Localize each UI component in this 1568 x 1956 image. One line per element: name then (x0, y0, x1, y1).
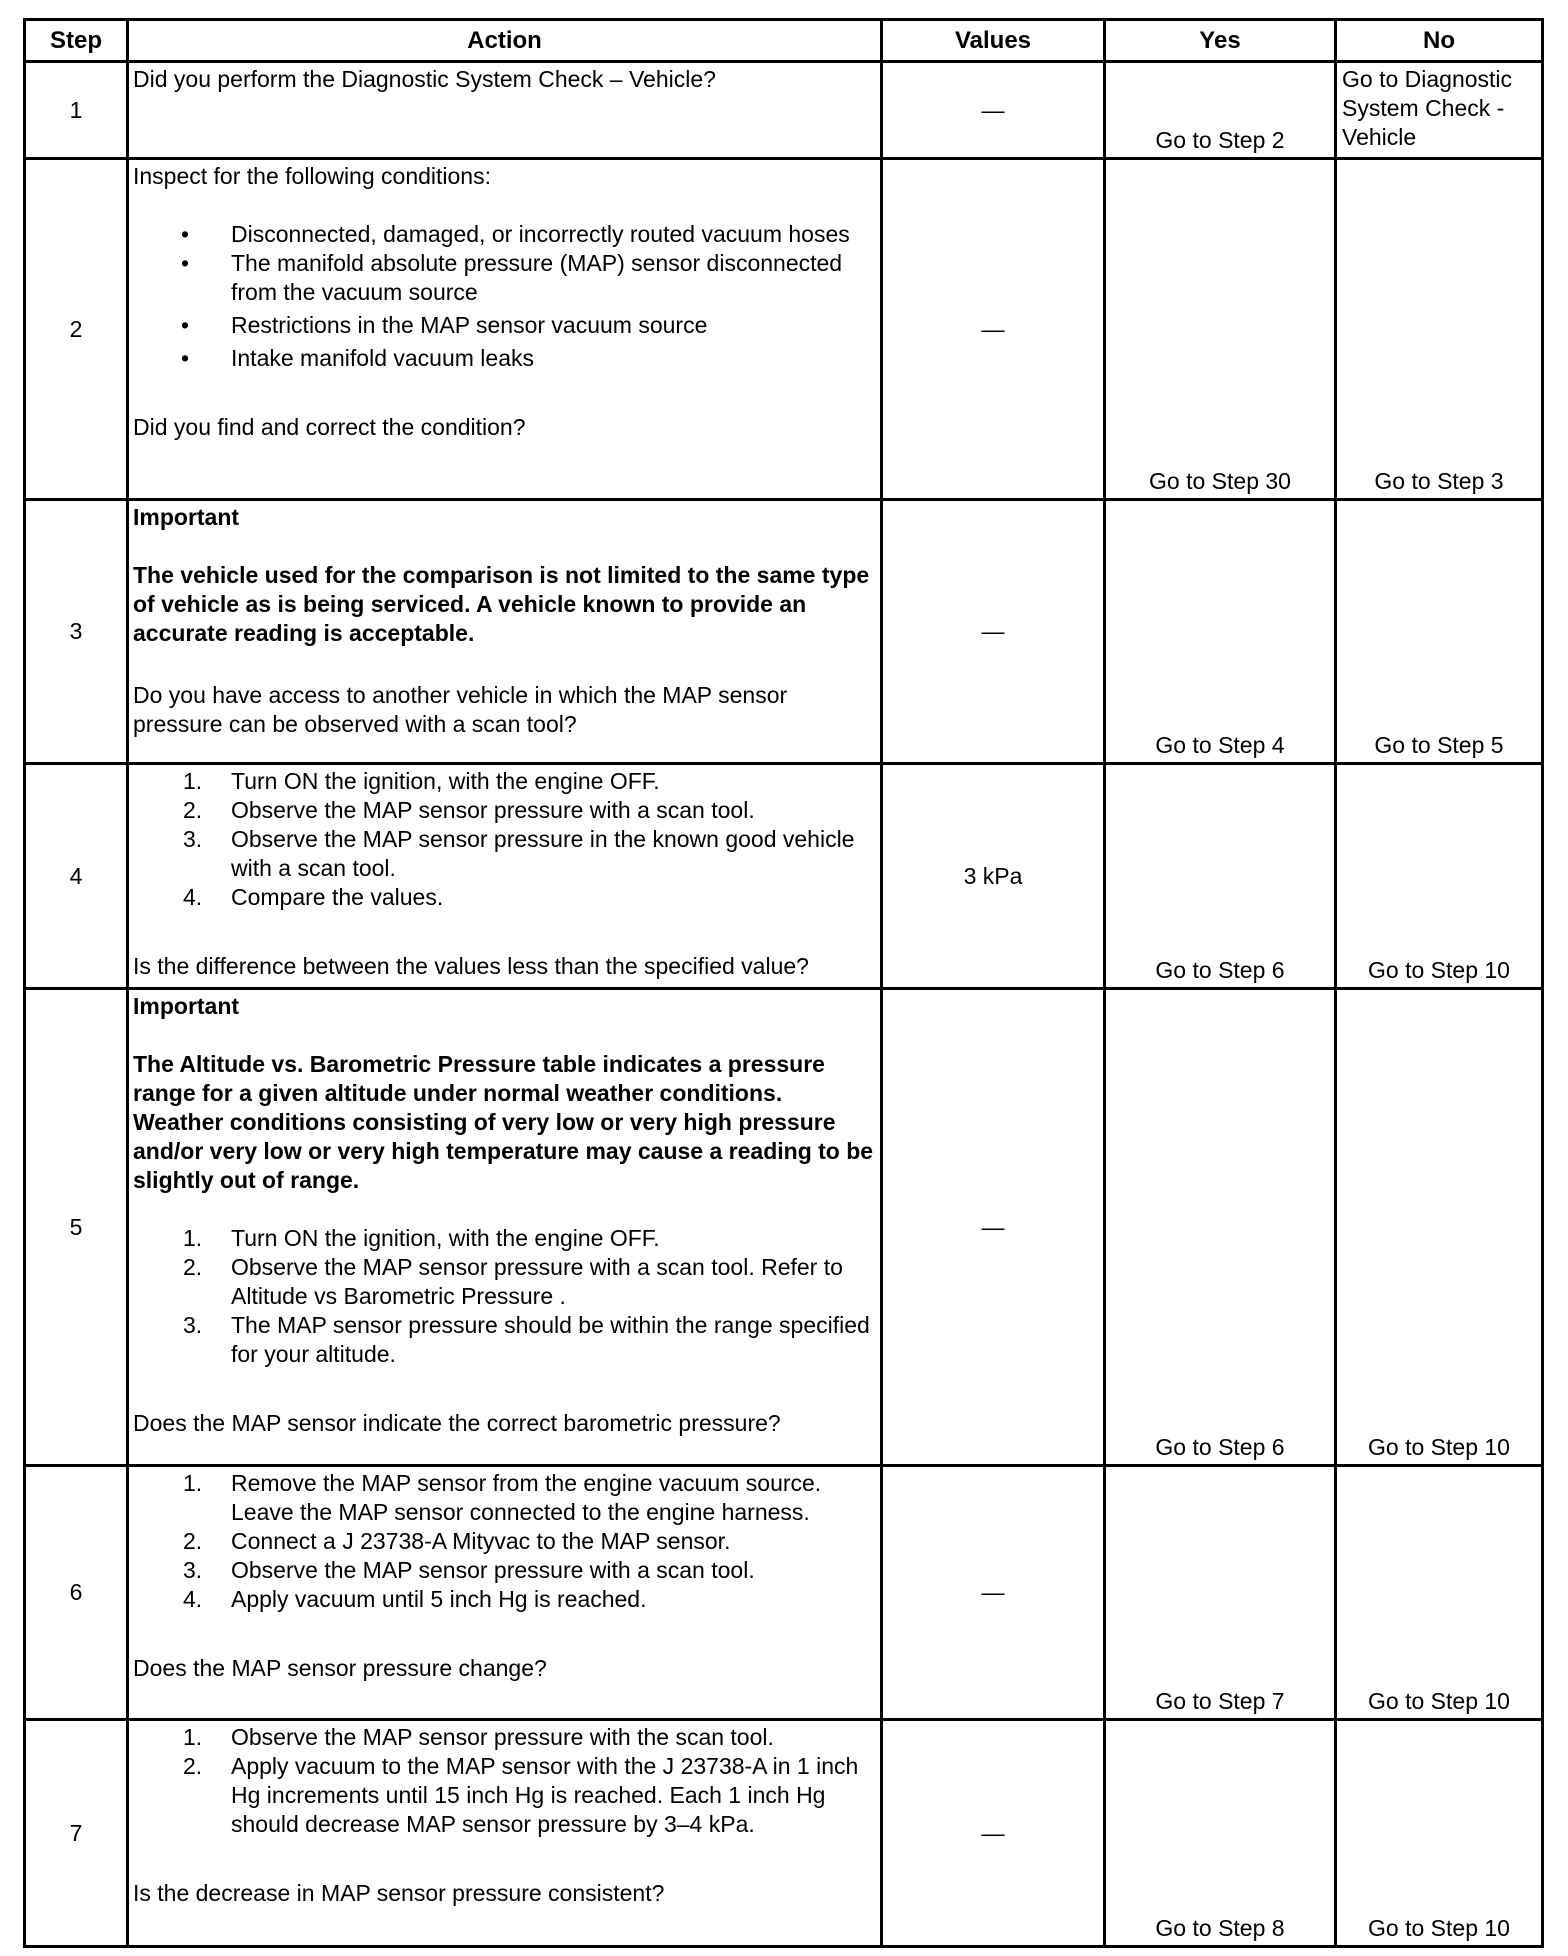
list-item: • The manifold absolute pressure (MAP) sensor disconnected from the vacuum source (133, 249, 874, 307)
no-link[interactable]: Go to Diagnostic System Check - Vehicle (1336, 62, 1543, 159)
step-number: 2 (25, 159, 128, 500)
no-link[interactable]: Go to Step 10 (1336, 764, 1543, 989)
yes-link[interactable]: Go to Step 7 (1105, 1466, 1336, 1720)
question-text: Does the MAP sensor pressure change? (133, 1655, 547, 1681)
list-item: 1. Remove the MAP sensor from the engine vacuum source. Leave the MAP sensor connected to the engine harness. (183, 1470, 822, 1525)
value-cell: — (882, 1466, 1105, 1720)
table-row-step-5 (25, 989, 1543, 1466)
action-cell (128, 62, 882, 159)
question-text: Does the MAP sensor indicate the correct barometric pressure? (133, 1410, 781, 1436)
important-text: The Altitude vs. Barometric Pressure table indicates a pressure range for a given altitude under normal weather conditions. Weather conditions consisting of very low or very high pressure and/or very low or very high temperature may cause a reading to be slightly out of range. (133, 1051, 874, 1193)
question-text: Is the decrease in MAP sensor pressure consistent? (133, 1880, 665, 1906)
list-item: 3. The MAP sensor pressure should be within the range specified for your altitude. (183, 1312, 870, 1367)
header-row (25, 20, 1543, 62)
list-item: 2. Observe the MAP sensor pressure with a scan tool. Refer to Altitude vs Barometric Pressure . (183, 1254, 843, 1309)
question-text: Did you perform the Diagnostic System Check – Vehicle? (133, 66, 716, 92)
no-link[interactable]: Go to Step 10 (1336, 1466, 1543, 1720)
value-cell: 3 kPa (882, 764, 1105, 989)
diagnostic-table (23, 18, 1544, 1948)
list-item: 3. Observe the MAP sensor pressure with a scan tool. (183, 1557, 755, 1583)
step-number: 3 (25, 500, 128, 764)
value-cell: — (882, 1720, 1105, 1947)
action-cell (128, 159, 882, 500)
header-step: Step (25, 20, 128, 62)
no-link[interactable]: Go to Step 10 (1336, 989, 1543, 1466)
action-cell (128, 500, 882, 764)
step-number: 5 (25, 989, 128, 1466)
important-label: Important (133, 993, 240, 1019)
step-number: 1 (25, 62, 128, 159)
list-item: • Restrictions in the MAP sensor vacuum source (133, 311, 874, 340)
list-item: 4. Compare the values. (183, 884, 444, 910)
header-values: Values (882, 20, 1105, 62)
list-item: 4. Apply vacuum until 5 inch Hg is reached. (183, 1586, 647, 1612)
no-link[interactable]: Go to Step 3 (1336, 159, 1543, 500)
table-row-step-3 (25, 500, 1543, 764)
list-item: 1. Turn ON the ignition, with the engine OFF. (183, 768, 660, 794)
header-no: No (1336, 20, 1543, 62)
question-text: Did you find and correct the condition? (133, 414, 526, 440)
yes-link[interactable]: Go to Step 6 (1105, 764, 1336, 989)
action-cell (128, 989, 882, 1466)
table-row-step-2 (25, 159, 1543, 500)
list-item: 2. Connect a J 23738-A Mityvac to the MAP sensor. (183, 1528, 731, 1554)
list-item: 1. Turn ON the ignition, with the engine OFF. (183, 1225, 660, 1251)
table-row-step-6 (25, 1466, 1543, 1720)
step-number: 7 (25, 1720, 128, 1947)
no-link[interactable]: Go to Step 10 (1336, 1720, 1543, 1947)
yes-link[interactable]: Go to Step 2 (1105, 62, 1336, 159)
question-text: Do you have access to another vehicle in which the MAP sensor pressure can be observed with a scan tool? (133, 682, 788, 737)
list-item: • Intake manifold vacuum leaks (133, 344, 874, 373)
table-row-step-7 (25, 1720, 1543, 1947)
important-text: The vehicle used for the comparison is not limited to the same type of vehicle as is being serviced. A vehicle known to provide an accurate reading is acceptable. (133, 562, 870, 646)
yes-link[interactable]: Go to Step 6 (1105, 989, 1336, 1466)
action-cell (128, 764, 882, 989)
list-item: 3. Observe the MAP sensor pressure in the known good vehicle with a scan tool. (183, 826, 855, 881)
no-link[interactable]: Go to Step 5 (1336, 500, 1543, 764)
value-cell: — (882, 500, 1105, 764)
procedure-list (133, 767, 874, 912)
value-cell: — (882, 989, 1105, 1466)
procedure-list (133, 1224, 874, 1369)
step-number: 6 (25, 1466, 128, 1720)
header-action: Action (128, 20, 882, 62)
list-item: 1. Observe the MAP sensor pressure with the scan tool. (183, 1724, 774, 1750)
yes-link[interactable]: Go to Step 8 (1105, 1720, 1336, 1947)
yes-link[interactable]: Go to Step 30 (1105, 159, 1336, 500)
list-item: • Disconnected, damaged, or incorrectly routed vacuum hoses (133, 220, 874, 249)
condition-list (133, 220, 874, 373)
action-cell (128, 1466, 882, 1720)
value-cell: — (882, 62, 1105, 159)
value-cell: — (882, 159, 1105, 500)
table-row-step-4 (25, 764, 1543, 989)
list-item: 2. Apply vacuum to the MAP sensor with the J 23738-A in 1 inch Hg increments until 15 inch Hg is reached. Each 1 inch Hg should decrease MAP sensor pressure by 3–4 kPa. (183, 1753, 859, 1837)
important-label: Important (133, 504, 240, 530)
procedure-list (133, 1469, 874, 1614)
step-number: 4 (25, 764, 128, 989)
intro-text: Inspect for the following conditions: (133, 163, 491, 189)
yes-link[interactable]: Go to Step 4 (1105, 500, 1336, 764)
table-row-step-1 (25, 62, 1543, 159)
header-yes: Yes (1105, 20, 1336, 62)
procedure-list (133, 1723, 874, 1839)
list-item: 2. Observe the MAP sensor pressure with a scan tool. (183, 797, 755, 823)
question-text: Is the difference between the values less than the specified value? (133, 953, 809, 979)
action-cell (128, 1720, 882, 1947)
